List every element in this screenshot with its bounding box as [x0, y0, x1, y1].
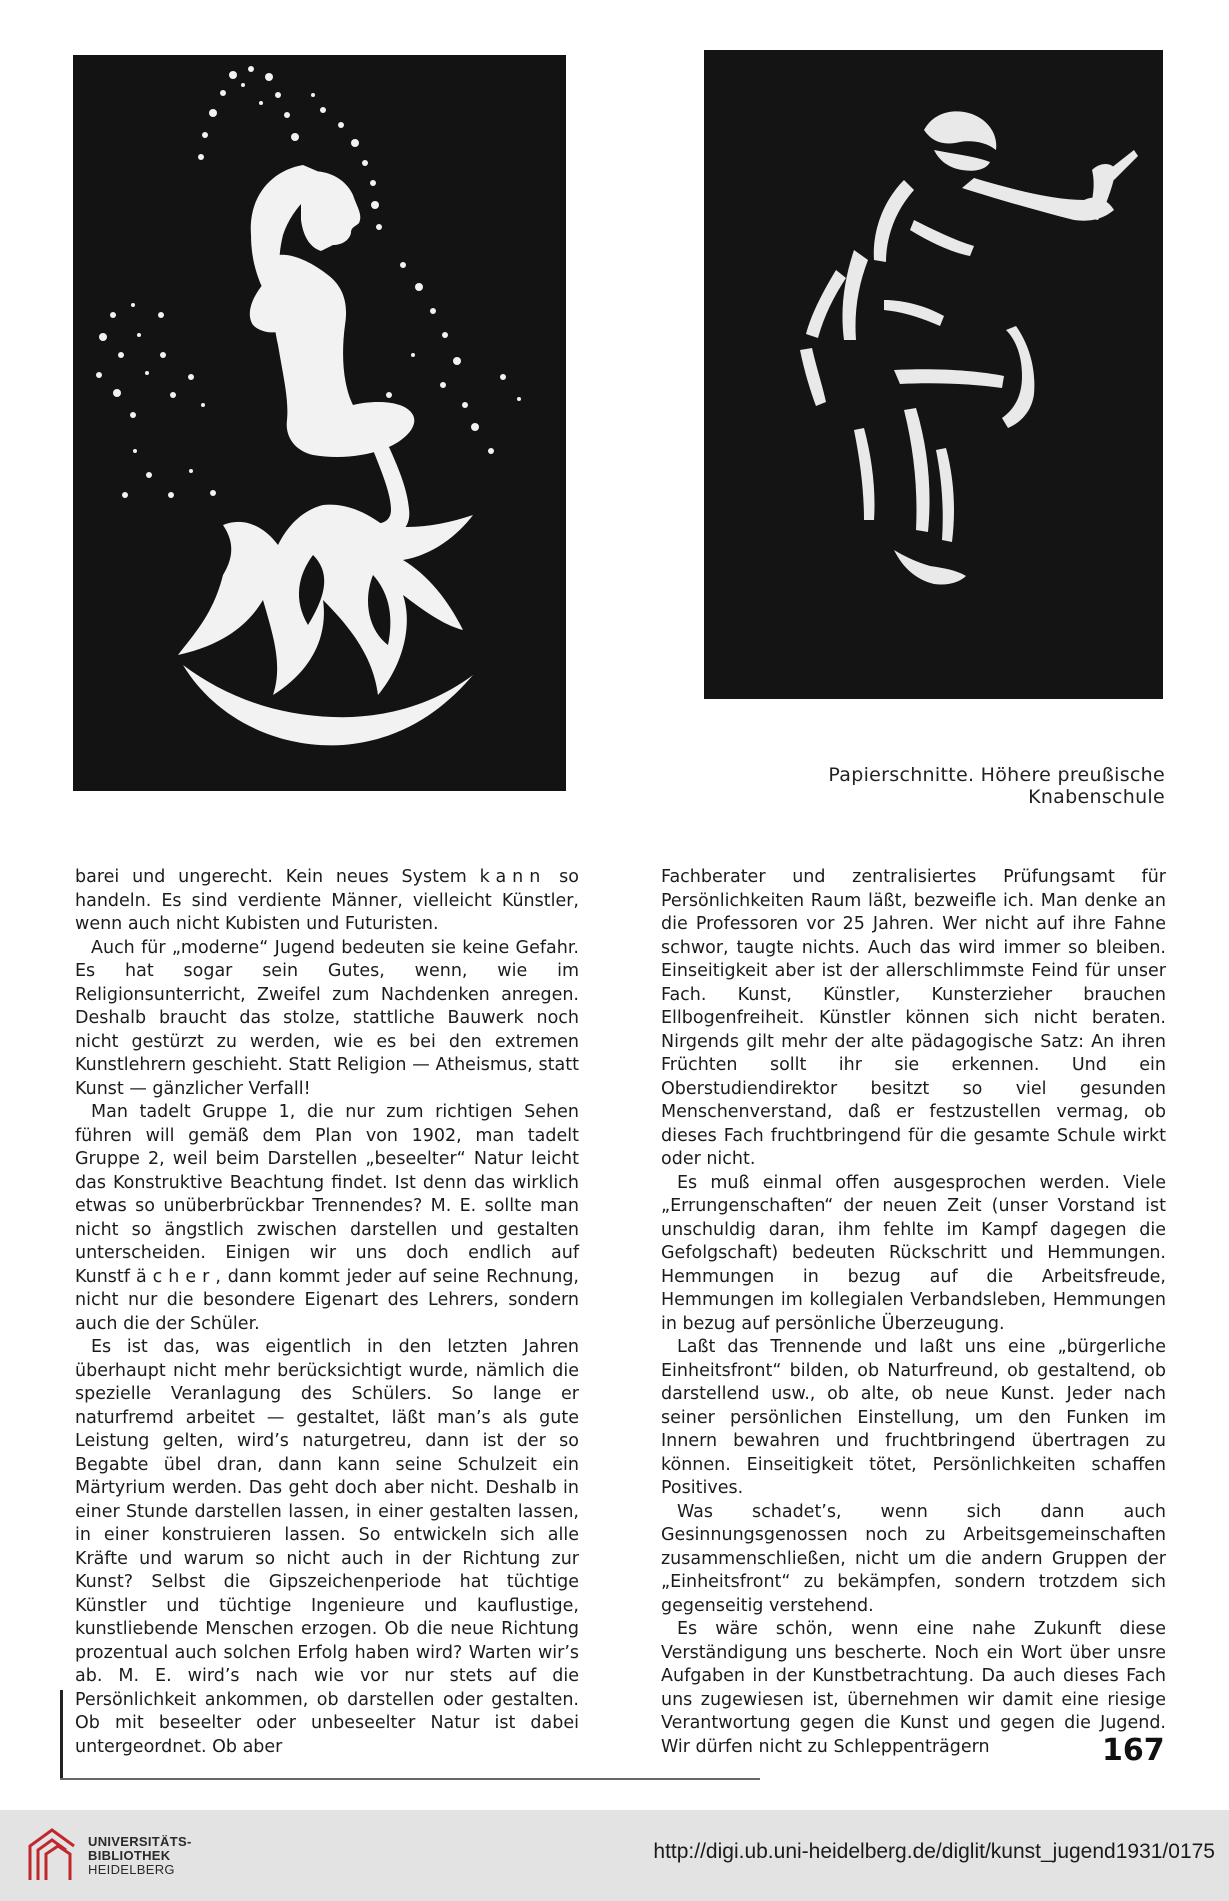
figure-papercut-girl	[73, 55, 566, 791]
paragraph: Man tadelt Gruppe 1, die nur zum richtigen Sehen führen will gemäß dem Plan von 1902, man tadelt Gruppe 2, weil beim Darstellen „beseelter“ Natur leicht das Konstruktive Beachtung findet. Ist denn das wirklich etwas so unüberbrückbar Trennendes? M. E. sollte man nicht so ängstlich zwischen darstellen und gestalten unterscheiden. Einigen wir uns doch endlich auf Kunstfächer, dann kommt jeder auf seine Rechnung, nicht nur die besondere Eigenart des Lehrers, sondern auch die der Schüler.	[75, 1102, 579, 1334]
document-url[interactable]: http://digi.ub.uni-heidelberg.de/diglit/kunst_jugend1931/0175	[653, 1840, 1215, 1863]
page-number: 167	[1102, 1733, 1165, 1768]
papercut-girl-on-flame-icon	[73, 55, 566, 791]
scan-edge	[60, 1778, 760, 1780]
paragraph: Es muß einmal offen ausgesprochen werden. Viele „Errungenschaften“ der neuen Zeit (unser Vorstand ist unschuldig daran, ihm fehlte im Kampf dagegen die Gefolgschaft) bedeuten Rückschritt und Hemmungen. Hemmungen in bezug auf die Arbeitsfreude, Hemmungen im kollegialen Verbandsleben, Hemmungen in bezug auf persönliche Überzeugung.	[661, 1172, 1166, 1334]
text-column-right	[661, 866, 1166, 1759]
library-name[interactable]: UNIVERSITÄTS- BIBLIOTHEK HEIDELBERG	[88, 1834, 192, 1877]
paragraph: Fachberater und zentralisiertes Prüfungsamt für Persönlichkeiten Raum läßt, bezweifle ich. Man denke an die Professoren vor 25 Jahren. Wer nicht auf ihre Fahne schwor, taugte nichts. Auch das wird immer so bleiben. Einseitigkeit aber ist der allerschlimmste Feind für unser Fach. Kunst, Künstler, Kunsterzieher brauchen Ellbogenfreiheit. Künstler können sich nicht beraten. Nirgends gilt mehr der alte pädagogische Satz: An ihren Früchten sollt ihr sie erkennen. Und ein Oberstudiendirektor besitzt so viel gesunden Menschenverstand, daß er festzustellen vermag, ob dieses Fach fruchtbringend für die gesamte Schule wirkt oder nicht.	[661, 867, 1166, 1169]
scan-edge	[60, 1690, 63, 1780]
paragraph: Auch für „moderne“ Jugend bedeuten sie keine Gefahr. Es hat sogar sein Gutes, wenn, wie im Religionsunterricht, Zweifel zum Nachdenken anregen. Deshalb braucht das stolze, stattliche Bauwerk noch nicht gestürzt zu werden, wie es bei den extremen Kunstlehrern geschieht. Statt Religion — Atheismus, statt Kunst — gänzlicher Verfall!	[75, 937, 579, 1099]
ub-heidelberg-logo-icon[interactable]	[22, 1824, 82, 1886]
text-column-left	[75, 866, 579, 1759]
papercut-running-boy-icon	[704, 50, 1163, 699]
figure-caption: Papierschnitte. Höhere preußische Knabenschule	[828, 764, 1165, 808]
library-footer	[0, 1810, 1229, 1901]
paragraph: barei und ungerecht. Kein neues System kann so handeln. Es sind verdiente Männer, vielleicht Künstler, wenn auch nicht Kubisten und Futuristen.	[75, 867, 579, 934]
paragraph: Es wäre schön, wenn eine nahe Zukunft diese Verständigung uns bescherte. Noch ein Wort über unsre Aufgaben in der Kunstbetrachtung. Da auch dieses Fach uns zugewiesen ist, übernehmen wir damit eine riesige Verantwortung gegen die Kunst und gegen die Jugend. Wir dürfen nicht zu Schleppenträgern	[661, 1619, 1166, 1757]
paragraph: Es ist das, was eigentlich in den letzten Jahren überhaupt nicht mehr berücksichtigt wurde, nämlich die spezielle Veranlagung des Schülers. So lange er naturfremd arbeitet — gestaltet, läßt man’s als gute Leistung gelten, wird’s naturgetreu, dann ist der so Begabte übel dran, dann kann seine Schulzeit ein Märtyrium werden. Das geht doch aber nicht. Deshalb in einer Stunde darstellen lassen, in einer gestalten lassen, in einer konstruieren lassen. So entwickeln sich alle Kräfte und warum so nicht auch in der Richtung zur Kunst? Selbst die Gipszeichenperiode hat tüchtige Künstler und tüchtige Ingenieure und kauflustige, kunstliebende Menschen erzogen. Ob die neue Richtung prozentual auch solchen Erfolg haben wird? Warten wir’s ab. M. E. wird’s nach wie vor nur stets auf die Persönlichkeit ankommen, ob darstellen oder gestalten. Ob mit beseelter oder unbeseelter Natur ist dabei untergeordnet. Ob aber	[75, 1337, 579, 1757]
figure-papercut-boy	[704, 50, 1163, 699]
paragraph: Laßt das Trennende und laßt uns eine „bürgerliche Einheitsfront“ bilden, ob Naturfreund, ob gestaltend, ob darstellend usw., ob alte, ob neue Kunst. Jeder nach seiner persönlichen Einstellung, um den Funken im Innern bewahren und fruchtbringend übertragen zu können. Einseitigkeit tötet, Persönlichkeiten schaffen Positives.	[661, 1337, 1166, 1498]
paragraph: Was schadet’s, wenn sich dann auch Gesinnungsgenossen noch zu Arbeitsgemeinschaften zusammenschließen, nicht um die andern Gruppen der „Einheitsfront“ zu bekämpfen, sondern trotzdem sich gegenseitig verstehend.	[661, 1501, 1166, 1616]
